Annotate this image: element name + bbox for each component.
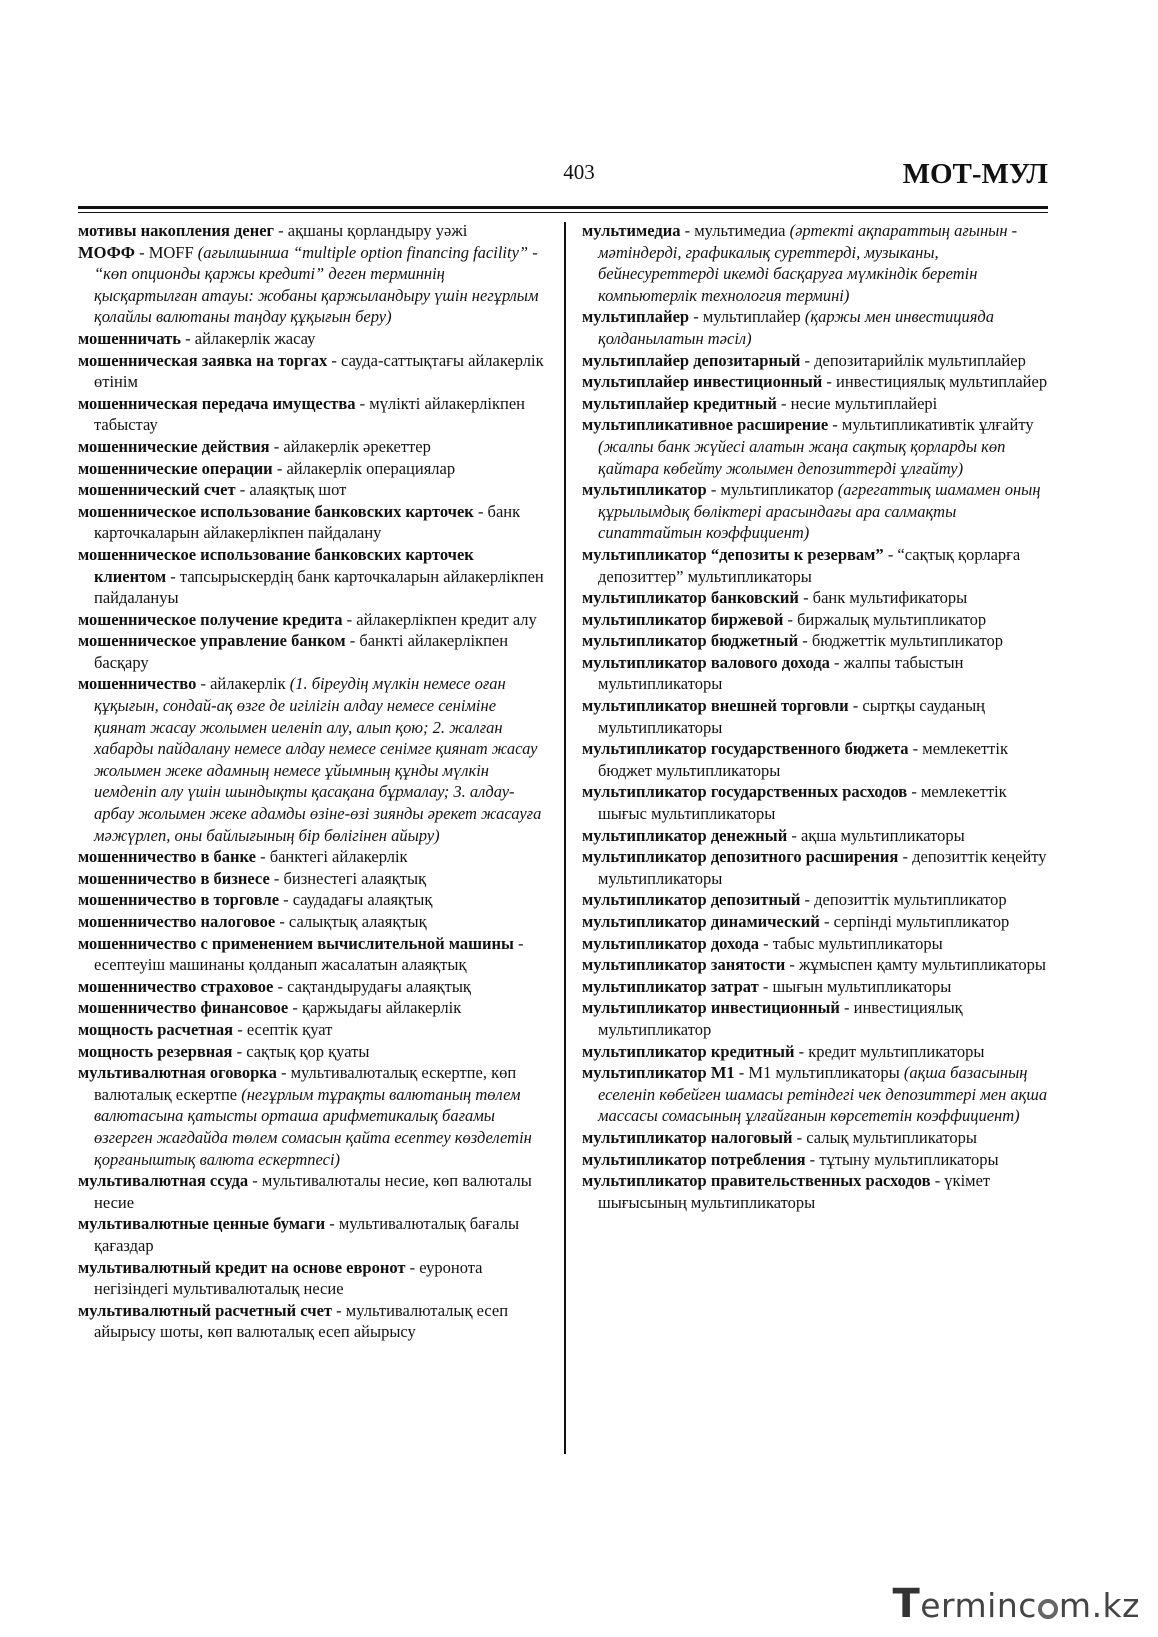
dictionary-entry [78, 436, 546, 458]
entry-headword: мошенничество с применением вычислительной машины [78, 933, 514, 953]
entry-definition: - мультипликативтік ұлғайту [828, 415, 1034, 435]
entry-note: (әртекті ақпараттың ағынын - мәтіндерді, графикалық суреттерді, музыканы, бейнесуреттерді икемді басқаруға мүмкіндік беретін компьютерлік технология термині) [598, 221, 1018, 305]
entry-headword: мультипликатор [582, 480, 707, 500]
entry-definition: - мультивалюталық ескертпе, көп валюталық ескертпе [94, 1063, 517, 1104]
dictionary-entry [582, 306, 1048, 349]
entry-headword: мультипликатор государственного бюджета [582, 739, 909, 759]
entry-definition: - мүлікті айлакерлікпен табыстау [94, 393, 525, 435]
dictionary-entry [582, 911, 1048, 933]
entry-note: (агрегаттық шамамен оның құрылымдық бөліктері арасындағы ара салмақты сипаттайтын коэффициент) [598, 480, 1041, 543]
entry-headword: мошенничать [78, 328, 182, 348]
entry-headword: МОФФ [78, 242, 135, 262]
dictionary-entry [78, 393, 546, 436]
dictionary-entry [582, 1170, 1048, 1213]
entry-definition: - банкті айлакерлікпен басқару [94, 631, 509, 672]
entry-headword: мощность резервная [78, 1041, 233, 1061]
entry-definition: - биржалық мультипликатор [783, 609, 987, 629]
entry-headword: мультипликатор государственных расходов [582, 782, 908, 802]
entry-definition: - “сақтық қорларға депозиттер” мультипликаторы [598, 544, 1021, 586]
entry-definition: - айлакерлік операциялар [272, 458, 456, 478]
entry-definition: - инвестициялық мультипликатор [598, 998, 963, 1039]
entry-definition: - салықтық алаяқтық [275, 912, 427, 931]
entry-definition: - мультивалюталы несие, көп валюталы несие [94, 1171, 532, 1212]
entry-definition: - тапсырыскердің банк карточкаларын айлакерлікпен пайдалануы [94, 566, 544, 608]
dictionary-entry [582, 954, 1048, 976]
entry-definition: - мультивалюталық бағалы қағаздар [94, 1214, 520, 1255]
entry-definition: - сауда-саттықтағы айлакерлік өтінім [94, 350, 544, 392]
entry-definition: - ақша мультипликаторы [787, 825, 965, 845]
entry-headword: мультивалютная оговорка [78, 1063, 277, 1083]
right-column [582, 220, 1048, 1213]
entry-note: (қаржы мен инвестицияда қолданылатын тәсіл) [598, 307, 994, 348]
entry-headword: мультивалютные ценные бумаги [78, 1214, 326, 1234]
entry-headword: мошенническое использование банковских карточек [78, 501, 474, 521]
entry-definition: - сақтық қор қуаты [232, 1041, 370, 1061]
dictionary-entry [78, 458, 546, 480]
logo-text-c: m.kz [1058, 1586, 1140, 1625]
entry-headword: мошенническая заявка на торгах [78, 350, 328, 370]
dictionary-entry [582, 1127, 1048, 1149]
entry-note: (жалпы банк жүйесі алатын жаңа сақтық қорларды көп қайтара көбейту жолымен депозиттерді ұлғайту) [598, 436, 1006, 478]
dictionary-entry [582, 933, 1048, 955]
entry-definition: - үкімет шығысының мультипликаторы [598, 1171, 991, 1212]
entry-headword: мошенническая передача имущества [78, 393, 356, 413]
entry-definition: - мультипликатор [706, 480, 838, 500]
entry-headword: мультипликатор М1 [582, 1063, 735, 1083]
entry-definition: - салық мультипликаторы [792, 1127, 977, 1147]
dictionary-entry [78, 501, 546, 544]
dictionary-entry [78, 1019, 546, 1041]
running-head: МОТ-МУЛ [902, 158, 1048, 190]
dictionary-entry [582, 479, 1048, 544]
entry-definition: - инвестициялық мультиплайер [822, 372, 1048, 392]
entry-headword: мультипликатор “депозиты к резервам” [582, 544, 884, 564]
entry-definition: - мемлекеттік бюджет мультипликаторы [598, 739, 1008, 780]
dictionary-entry [582, 825, 1048, 847]
logo-text-b: c [1018, 1586, 1037, 1625]
dictionary-entry [78, 609, 546, 631]
dictionary-entry [582, 630, 1048, 652]
entry-definition: - MOFF [134, 242, 198, 262]
dictionary-entry [78, 1041, 546, 1063]
entry-definition: - жалпы табыстын мультипликаторы [598, 652, 964, 694]
dictionary-entry [78, 976, 546, 998]
dictionary-entry [78, 328, 546, 350]
dictionary-entry [78, 673, 546, 846]
entry-definition: - айлакерлік әрекеттер [269, 436, 431, 456]
entry-headword: мультипликатор денежный [582, 825, 788, 845]
entry-headword: мультипликатор бюджетный [582, 631, 799, 651]
dictionary-entry [582, 976, 1048, 998]
entry-headword: мошенничество налоговое [78, 912, 276, 931]
entry-definition: - сақтандырудағы алаяқтық [273, 976, 471, 996]
dictionary-entry [78, 1300, 546, 1343]
dictionary-entry [582, 997, 1048, 1040]
entry-definition: - бюджеттік мультипликатор [798, 631, 1004, 651]
page-number: 403 [563, 160, 595, 184]
entry-headword: мощность расчетная [78, 1019, 234, 1039]
logo-dot-icon [1038, 1599, 1058, 1619]
entry-definition: - еуронота негізіндегі мультивалюталық несие [94, 1257, 483, 1299]
entry-definition: - банктегі айлакерлік [255, 847, 408, 867]
entry-headword: мошенническое получение кредита [78, 609, 343, 629]
entry-note: (негұрлым тұрақты валютаның төлем валютасына қатысты орташа арифметикалық бағамы өзгерген жағдайда төлем сомасын қайта есептеу көзделетін қорғаныштық валюта ескертпесі) [94, 1084, 532, 1169]
dictionary-entry [78, 1213, 546, 1256]
entry-definition: - депозиттік кеңейту мультипликаторы [598, 847, 1047, 888]
entry-definition: - бизнестегі алаяқтық [269, 868, 427, 888]
dictionary-entry [582, 695, 1048, 738]
dictionary-entry [582, 587, 1048, 609]
entry-definition: - тұтыну мультипликаторы [805, 1149, 999, 1169]
entry-headword: мультивалютный расчетный счет [78, 1300, 333, 1320]
entry-note: (1. біреудің мүлкін немесе оған құқығын, сондай-ақ өзге де игілігін алдау немесе сеніміне қиянат жасау жолымен иеленіп алу, алып қою; 2. жалған хабарды пайдалану немесе алдау немесе сенімге қиянат жасау жолымен жеке адамның немесе ұйымның құнды мүлкін иемденіп алу үшін шындықты қасақана бұрмалау; 3. алдау-арбау жолымен жеке адамды өзіне-өзі зиянды әрекет жасауға мәжүрлеп, оны байлығының бір бөлігінен айыру) [94, 674, 542, 845]
entry-definition: - шығын мультипликаторы [758, 976, 952, 996]
entry-definition: - мультивалюталық есеп айырысу шоты, көп валюталық есеп айырысу [94, 1300, 509, 1342]
entry-definition: - жұмыспен қамту мультипликаторы [785, 955, 1047, 975]
dictionary-entry [582, 393, 1048, 415]
dictionary-entry [78, 242, 546, 328]
entry-headword: мошенническое использование банковских карточек клиентом [78, 544, 474, 586]
dictionary-entry [78, 1257, 546, 1300]
dictionary-entry [78, 350, 546, 393]
column-divider [564, 222, 566, 1454]
left-column [78, 220, 546, 1343]
dictionary-entry [582, 220, 1048, 306]
entry-headword: мультипликатор дохода [582, 933, 760, 953]
entry-definition: - есептік қуат [233, 1019, 333, 1039]
entry-definition: - ақшаны қорландыру уәжі [274, 221, 468, 240]
entry-headword: мошенничество страховое [78, 976, 274, 996]
dictionary-entry [582, 1041, 1048, 1063]
entry-headword: мультипликатор налоговый [582, 1127, 793, 1147]
dictionary-entry [582, 371, 1048, 393]
entry-headword: мотивы накопления денег [78, 221, 275, 240]
entry-headword: мошеннический счет [78, 480, 236, 500]
dictionary-entry [78, 868, 546, 890]
termincom-logo [892, 1581, 1140, 1625]
dictionary-entry [78, 1062, 546, 1170]
entry-headword: мультиплайер инвестиционный [582, 372, 823, 392]
entry-headword: мультипликатор валового дохода [582, 652, 830, 672]
entry-definition: - алаяқтық шот [235, 480, 347, 500]
entry-headword: мультипликативное расширение [582, 415, 829, 435]
dictionary-entry [78, 846, 546, 868]
dictionary-entry [582, 846, 1048, 889]
entry-headword: мошенническое управление банком [78, 631, 346, 651]
logo-text-a: ermin [920, 1586, 1019, 1625]
entry-definition: - кредит мультипликаторы [794, 1041, 985, 1061]
entry-headword: мошеннические операции [78, 458, 273, 478]
entry-headword: мультипликатор депозитный [582, 890, 801, 910]
dictionary-entry [78, 479, 546, 501]
entry-headword: мультипликатор банковский [582, 588, 799, 608]
dictionary-entry [582, 1149, 1048, 1171]
entry-definition: - табыс мультипликаторы [759, 933, 943, 953]
entry-headword: мультипликатор правительственных расходов [582, 1171, 931, 1191]
entry-headword: мошенничество в бизнесе [78, 868, 270, 888]
entry-headword: мультиплайер [582, 307, 690, 327]
entry-definition: - мультиплайер [689, 307, 805, 327]
dictionary-entry [78, 220, 546, 242]
entry-definition: - банк мультификаторы [798, 588, 968, 608]
dictionary-entry [582, 652, 1048, 695]
entry-headword: мультипликатор кредитный [582, 1041, 795, 1061]
entry-headword: мультипликатор динамический [582, 912, 820, 931]
entry-headword: мультиплайер кредитный [582, 393, 777, 413]
dictionary-entry [582, 414, 1048, 479]
entry-note: (ақша базасының еселеніп көбейген шамасы ретіндегі чек депозиттері мен ақша массасы сомасының ұлғайғанын көрсететін коэффициент) [598, 1063, 1048, 1126]
entry-definition: - банк карточкаларын айлакерлікпен пайдалану [94, 501, 521, 543]
header-rule-thin [78, 212, 1048, 213]
dictionary-entry [582, 350, 1048, 372]
entry-definition: - есептеуіш машинаны қолданып жасалатын алаяқтық [94, 933, 524, 975]
entry-definition: - мультимедиа [680, 221, 790, 240]
dictionary-entry [78, 630, 546, 673]
entry-headword: мультипликатор затрат [582, 976, 759, 996]
entry-headword: мультипликатор биржевой [582, 609, 784, 629]
dictionary-entry [582, 889, 1048, 911]
entry-headword: мультивалютный кредит на основе евронот [78, 1257, 406, 1277]
entry-note: (ағылшынша “multiple option financing facility” - “көп опционды қаржы кредиті” деген терминнің қысқартылған атауы: жобаны қаржыландыру үшін негұрлым қолайлы валютаны таңдау құқығын беру) [94, 242, 539, 327]
dictionary-entry [582, 609, 1048, 631]
dictionary-entry [78, 544, 546, 609]
entry-definition: - М1 мультипликаторы [734, 1063, 904, 1083]
dictionary-entry [78, 911, 546, 933]
entry-definition: - айлакерлік [196, 674, 290, 694]
entry-definition: - саудадағы алаяқтық [279, 890, 433, 910]
logo-letter-t: T [892, 1581, 921, 1627]
entry-headword: мошенничество в торговле [78, 890, 280, 910]
dictionary-entry [78, 889, 546, 911]
entry-definition: - серпінді мультипликатор [819, 912, 1010, 931]
entry-headword: мошенничество в банке [78, 847, 256, 867]
entry-headword: мультипликатор занятости [582, 955, 786, 975]
dictionary-entry [582, 1062, 1048, 1127]
entry-headword: мошенничество [78, 674, 197, 694]
entry-definition: - депозиттік мультипликатор [800, 890, 1007, 910]
header-rule-thick [78, 206, 1048, 209]
entry-headword: мультипликатор потребления [582, 1149, 806, 1169]
dictionary-entry [582, 781, 1048, 824]
dictionary-entry [78, 933, 546, 976]
entry-headword: мошеннические действия [78, 436, 270, 456]
entry-headword: мультипликатор депозитного расширения [582, 847, 899, 867]
entry-definition: - қаржыдағы айлакерлік [288, 998, 462, 1018]
dictionary-entry [78, 1170, 546, 1213]
entry-definition: - несие мультиплайері [776, 393, 938, 413]
dictionary-entry [78, 997, 546, 1019]
dictionary-entry [582, 544, 1048, 587]
entry-headword: мультимедиа [582, 221, 681, 240]
entry-definition: - айлакерлікпен кредит алу [342, 609, 537, 629]
dictionary-entry [582, 738, 1048, 781]
entry-definition: - сыртқы сауданың мультипликаторы [598, 696, 985, 737]
entry-definition: - айлакерлік жасау [181, 328, 316, 348]
entry-definition: - мемлекеттік шығыс мультипликаторы [598, 782, 1007, 824]
entry-headword: мультипликатор инвестиционный [582, 998, 840, 1018]
entry-headword: мультивалютная ссуда [78, 1171, 249, 1191]
entry-definition: - депозитарийлік мультиплайер [800, 350, 1026, 370]
entry-headword: мультиплайер депозитарный [582, 350, 801, 370]
entry-headword: мошенничество финансовое [78, 998, 289, 1018]
entry-headword: мультипликатор внешней торговли [582, 696, 849, 716]
